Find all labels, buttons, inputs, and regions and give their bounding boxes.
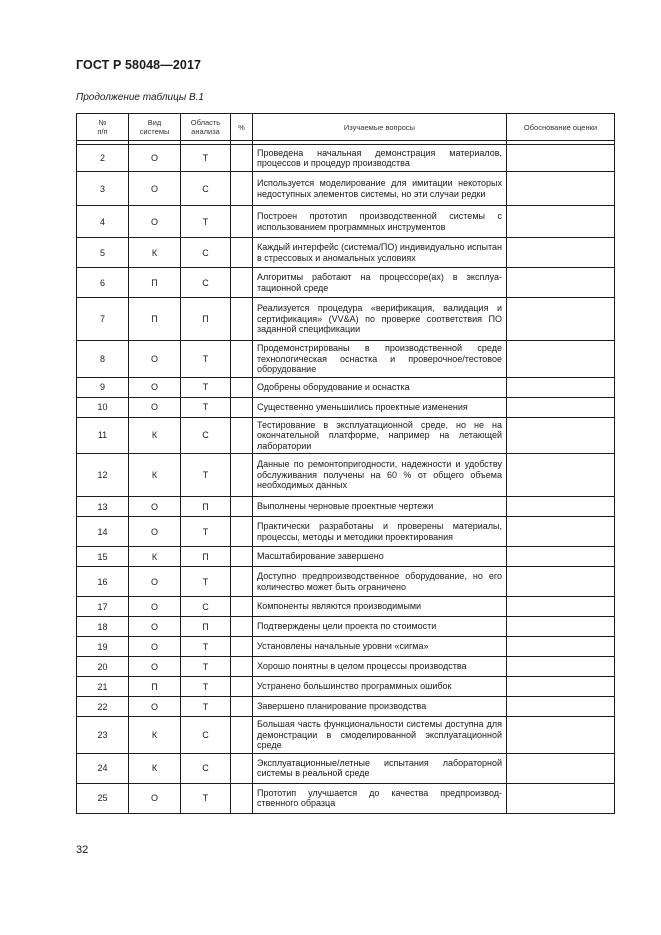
row-system-type: О bbox=[129, 497, 181, 517]
row-number: 25 bbox=[77, 783, 129, 813]
page-number: 32 bbox=[76, 844, 89, 856]
row-percent bbox=[231, 697, 253, 717]
row-number: 19 bbox=[77, 637, 129, 657]
table-row bbox=[77, 753, 615, 783]
table-row bbox=[77, 377, 615, 397]
row-question: Проведена начальная демонстрация материалов, процессов и процедур производства bbox=[253, 145, 507, 172]
row-percent bbox=[231, 497, 253, 517]
table-row bbox=[77, 172, 615, 206]
row-justification bbox=[507, 517, 615, 547]
row-analysis-area: Т bbox=[181, 454, 231, 497]
row-question: Компоненты являются производимыми bbox=[253, 597, 507, 617]
row-percent bbox=[231, 783, 253, 813]
row-analysis-area: Т bbox=[181, 145, 231, 172]
row-question: Установлены начальные уровни «сигма» bbox=[253, 637, 507, 657]
row-justification bbox=[507, 172, 615, 206]
row-justification bbox=[507, 677, 615, 697]
row-justification bbox=[507, 597, 615, 617]
table-row bbox=[77, 238, 615, 268]
row-justification bbox=[507, 783, 615, 813]
table-row bbox=[77, 341, 615, 378]
row-percent bbox=[231, 717, 253, 754]
row-percent bbox=[231, 753, 253, 783]
row-analysis-area: Т bbox=[181, 341, 231, 378]
row-number: 7 bbox=[77, 298, 129, 341]
row-system-type: О bbox=[129, 145, 181, 172]
table-row bbox=[77, 206, 615, 238]
row-percent bbox=[231, 268, 253, 298]
table-body bbox=[77, 145, 615, 814]
table-row bbox=[77, 417, 615, 454]
row-justification bbox=[507, 268, 615, 298]
row-number: 24 bbox=[77, 753, 129, 783]
row-percent bbox=[231, 617, 253, 637]
row-analysis-area: П bbox=[181, 617, 231, 637]
row-analysis-area: С bbox=[181, 417, 231, 454]
row-number: 9 bbox=[77, 377, 129, 397]
row-question: Каждый интерфейс (система/ПО) индивидуально испытан в стрессовых и аномальных условиях bbox=[253, 238, 507, 268]
table-caption: Продолжение таблицы В.1 bbox=[76, 92, 204, 103]
row-justification bbox=[507, 417, 615, 454]
row-analysis-area: Т bbox=[181, 397, 231, 417]
row-analysis-area: Т bbox=[181, 657, 231, 677]
row-analysis-area: П bbox=[181, 298, 231, 341]
row-analysis-area: С bbox=[181, 238, 231, 268]
row-number: 18 bbox=[77, 617, 129, 637]
row-percent bbox=[231, 238, 253, 268]
row-system-type: О bbox=[129, 697, 181, 717]
row-number: 21 bbox=[77, 677, 129, 697]
row-analysis-area: Т bbox=[181, 677, 231, 697]
row-system-type: П bbox=[129, 268, 181, 298]
row-system-type: К bbox=[129, 753, 181, 783]
row-justification bbox=[507, 637, 615, 657]
row-system-type: О bbox=[129, 341, 181, 378]
row-number: 20 bbox=[77, 657, 129, 677]
assessment-table bbox=[76, 113, 615, 814]
row-analysis-area: Т bbox=[181, 697, 231, 717]
row-question: Построен прототип производственной системы с использованием программных инструментов bbox=[253, 206, 507, 238]
row-system-type: О bbox=[129, 517, 181, 547]
row-analysis-area: С bbox=[181, 597, 231, 617]
row-number: 8 bbox=[77, 341, 129, 378]
row-number: 2 bbox=[77, 145, 129, 172]
row-question: Продемонстрированы в производственной среде технологическая оснастка и проверочное/тестовое оборудование bbox=[253, 341, 507, 378]
table-row bbox=[77, 677, 615, 697]
row-question: Используется моделирование для имитации некоторых недоступных элементов системы, но эти случаи редки bbox=[253, 172, 507, 206]
row-system-type: О bbox=[129, 637, 181, 657]
table-row bbox=[77, 517, 615, 547]
row-percent bbox=[231, 677, 253, 697]
row-percent bbox=[231, 597, 253, 617]
row-question: Большая часть функциональности системы доступна для демонстрации в смоделированной эксплуатационной среде bbox=[253, 717, 507, 754]
col-header-number: № п/п bbox=[77, 114, 129, 141]
row-system-type: П bbox=[129, 677, 181, 697]
table-row bbox=[77, 547, 615, 567]
row-percent bbox=[231, 454, 253, 497]
row-question: Эксплуатационные/летные испытания лабораторной системы в реальной среде bbox=[253, 753, 507, 783]
row-percent bbox=[231, 172, 253, 206]
row-system-type: К bbox=[129, 717, 181, 754]
row-analysis-area: С bbox=[181, 717, 231, 754]
col-header-questions: Изучаемые вопросы bbox=[253, 114, 507, 141]
row-system-type: О bbox=[129, 397, 181, 417]
row-number: 13 bbox=[77, 497, 129, 517]
row-percent bbox=[231, 397, 253, 417]
row-justification bbox=[507, 377, 615, 397]
row-question: Тестирование в эксплуатационной среде, но не на окончательной платформе, например на летающей лаборатории bbox=[253, 417, 507, 454]
row-percent bbox=[231, 206, 253, 238]
row-question: Доступно предпроизводственное оборудование, но его количество может быть ограничено bbox=[253, 567, 507, 597]
row-justification bbox=[507, 697, 615, 717]
row-number: 15 bbox=[77, 547, 129, 567]
row-question: Реализуется процедура «верификация, валидация и сертификация» (VV&A) по проверке соответствия ПО заданной спецификации bbox=[253, 298, 507, 341]
row-analysis-area: С bbox=[181, 172, 231, 206]
row-justification bbox=[507, 206, 615, 238]
row-percent bbox=[231, 341, 253, 378]
row-number: 5 bbox=[77, 238, 129, 268]
row-analysis-area: П bbox=[181, 547, 231, 567]
row-system-type: О bbox=[129, 617, 181, 637]
table-row bbox=[77, 268, 615, 298]
row-question: Хорошо понятны в целом процессы производства bbox=[253, 657, 507, 677]
table-row bbox=[77, 717, 615, 754]
row-question: Устранено большинство программных ошибок bbox=[253, 677, 507, 697]
row-question: Прототип улучшается до качества предпроизводственного образца bbox=[253, 783, 507, 813]
row-question: Завершено планирование производства bbox=[253, 697, 507, 717]
row-percent bbox=[231, 657, 253, 677]
row-percent bbox=[231, 567, 253, 597]
row-number: 16 bbox=[77, 567, 129, 597]
row-justification bbox=[507, 547, 615, 567]
row-question: Одобрены оборудование и оснастка bbox=[253, 377, 507, 397]
row-number: 17 bbox=[77, 597, 129, 617]
col-header-analysis-area: Область анализа bbox=[181, 114, 231, 141]
row-percent bbox=[231, 637, 253, 657]
row-percent bbox=[231, 417, 253, 454]
table-row bbox=[77, 497, 615, 517]
row-justification bbox=[507, 341, 615, 378]
row-justification bbox=[507, 145, 615, 172]
document-header: ГОСТ Р 58048—2017 bbox=[76, 58, 202, 72]
row-system-type: П bbox=[129, 298, 181, 341]
row-justification bbox=[507, 397, 615, 417]
table-row bbox=[77, 454, 615, 497]
row-number: 4 bbox=[77, 206, 129, 238]
row-analysis-area: Т bbox=[181, 637, 231, 657]
row-number: 22 bbox=[77, 697, 129, 717]
table-row bbox=[77, 783, 615, 813]
row-number: 14 bbox=[77, 517, 129, 547]
row-system-type: К bbox=[129, 547, 181, 567]
table-row bbox=[77, 657, 615, 677]
table-row bbox=[77, 617, 615, 637]
row-percent bbox=[231, 298, 253, 341]
row-system-type: К bbox=[129, 238, 181, 268]
row-analysis-area: Т bbox=[181, 517, 231, 547]
table-row bbox=[77, 145, 615, 172]
row-question: Данные по ремонтопригодности, надежности и удобству обслуживания получены на 60 % от общего объема необходимых данных bbox=[253, 454, 507, 497]
col-header-percent: % bbox=[231, 114, 253, 141]
row-analysis-area: Т bbox=[181, 783, 231, 813]
row-question: Масштабирование завершено bbox=[253, 547, 507, 567]
row-number: 23 bbox=[77, 717, 129, 754]
row-justification bbox=[507, 657, 615, 677]
row-percent bbox=[231, 377, 253, 397]
row-analysis-area: Т bbox=[181, 567, 231, 597]
row-system-type: О bbox=[129, 783, 181, 813]
row-percent bbox=[231, 547, 253, 567]
row-question: Алгоритмы работают на процессоре(ах) в эксплуатационной среде bbox=[253, 268, 507, 298]
col-header-system-type: Вид системы bbox=[129, 114, 181, 141]
row-justification bbox=[507, 497, 615, 517]
row-justification bbox=[507, 617, 615, 637]
row-analysis-area: Т bbox=[181, 206, 231, 238]
table-row bbox=[77, 597, 615, 617]
row-number: 12 bbox=[77, 454, 129, 497]
row-system-type: О bbox=[129, 657, 181, 677]
row-question: Подтверждены цели проекта по стоимости bbox=[253, 617, 507, 637]
col-header-justification: Обоснование оценки bbox=[507, 114, 615, 141]
row-analysis-area: С bbox=[181, 268, 231, 298]
row-number: 6 bbox=[77, 268, 129, 298]
row-justification bbox=[507, 298, 615, 341]
row-system-type: О bbox=[129, 597, 181, 617]
row-system-type: О bbox=[129, 377, 181, 397]
row-justification bbox=[507, 454, 615, 497]
row-justification bbox=[507, 717, 615, 754]
table-row bbox=[77, 298, 615, 341]
row-percent bbox=[231, 517, 253, 547]
row-number: 11 bbox=[77, 417, 129, 454]
row-analysis-area: Т bbox=[181, 377, 231, 397]
row-system-type: О bbox=[129, 206, 181, 238]
row-number: 3 bbox=[77, 172, 129, 206]
row-system-type: К bbox=[129, 454, 181, 497]
row-analysis-area: П bbox=[181, 497, 231, 517]
table-row bbox=[77, 397, 615, 417]
row-question: Выполнены черновые проектные чертежи bbox=[253, 497, 507, 517]
table-header bbox=[77, 114, 615, 145]
row-percent bbox=[231, 145, 253, 172]
row-justification bbox=[507, 238, 615, 268]
row-analysis-area: С bbox=[181, 753, 231, 783]
row-system-type: К bbox=[129, 417, 181, 454]
row-system-type: О bbox=[129, 567, 181, 597]
row-question: Практически разработаны и проверены материалы, процессы, методы и методики проектирования bbox=[253, 517, 507, 547]
row-justification bbox=[507, 567, 615, 597]
table-row bbox=[77, 697, 615, 717]
row-question: Существенно уменьшились проектные изменения bbox=[253, 397, 507, 417]
row-justification bbox=[507, 753, 615, 783]
table-row bbox=[77, 637, 615, 657]
table-row bbox=[77, 567, 615, 597]
row-system-type: О bbox=[129, 172, 181, 206]
row-number: 10 bbox=[77, 397, 129, 417]
